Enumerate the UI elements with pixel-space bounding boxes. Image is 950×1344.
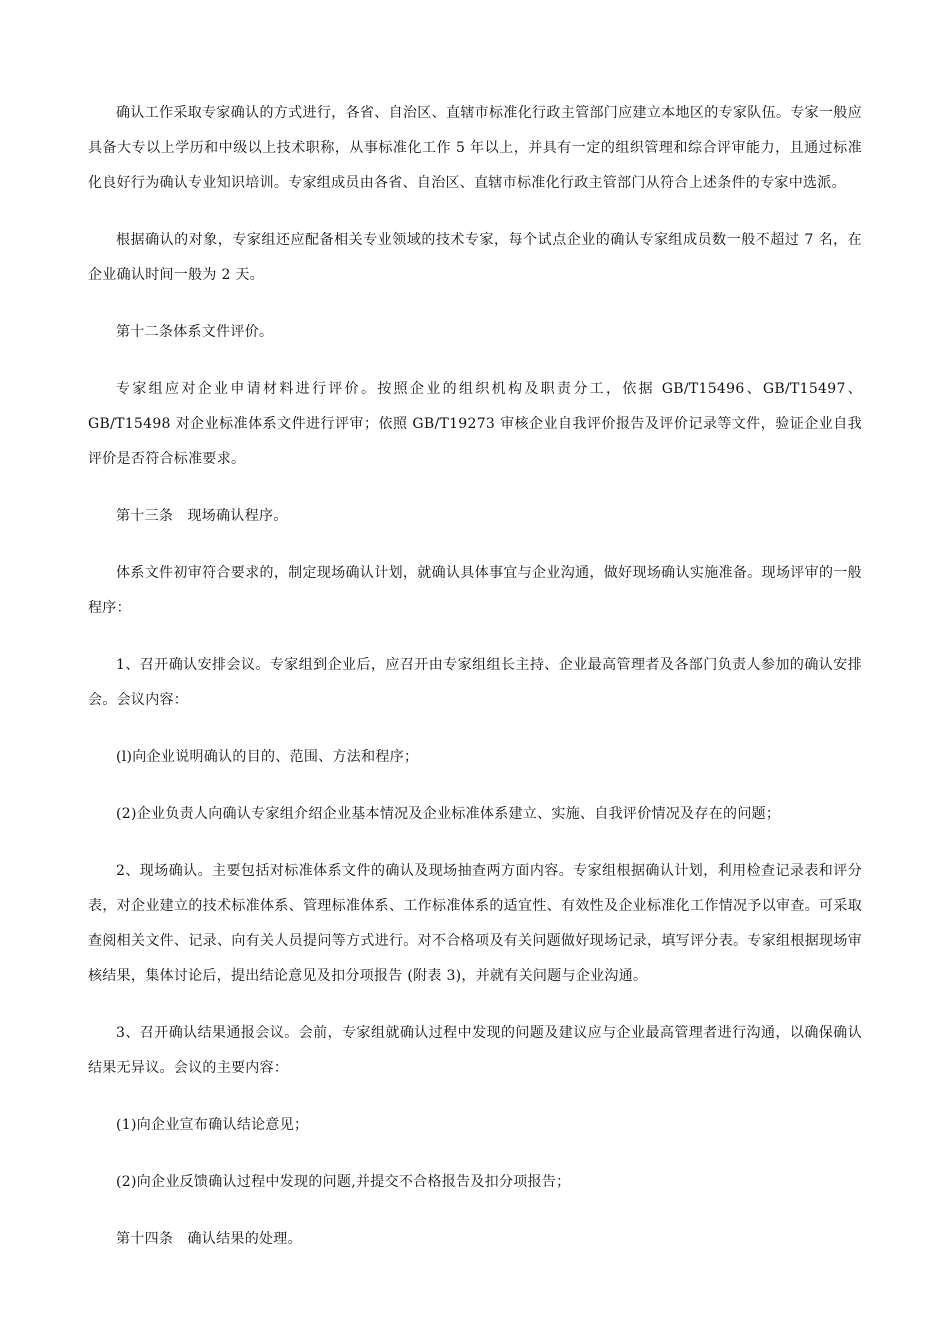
paragraph-expert-team: 确认工作采取专家确认的方式进行，各省、自治区、直辖市标准化行政主管部门应建立本地区的专家队伍。专家一般应具备大专以上学历和中级以上技术职称，从事标准化工作 5 年以上，并具有一定的组织管理和综合评审能力，且通过标准化良好行为确认专业知识培训。专家组成员由各省、自治区、直辖市标准化行政主管部门从符合上述条件的专家中选派。 [88, 105, 862, 191]
paragraph-step-1: 1、召开确认安排会议。专家组到企业后，应召开由专家组组长主持、企业最高管理者及各部门负责人参加的确认安排会。会议内容： [88, 657, 862, 708]
paragraph-document-evaluation: 专家组应对企业申请材料进行评价。按照企业的组织机构及职责分工，依据 GB/T15496、GB/T15497、GB/T15498 对企业标准体系文件进行评审；依照 GB/T19273 审核企业自我评价报告及评价记录等文件，验证企业自我评价是否符合标准要求。 [88, 381, 862, 467]
paragraph-onsite-preparation: 体系文件初审符合要求的，制定现场确认计划，就确认具体事宜与企业沟通，做好现场确认实施准备。现场评审的一般程序： [88, 565, 862, 616]
list-item-1-2: (2)企业负责人向确认专家组介绍企业基本情况及企业标准体系建立、实施、自我评价情况及存在的问题； [116, 806, 781, 822]
list-item-3-1: (1)向企业宣布确认结论意见； [116, 1117, 309, 1133]
paragraph-step-3: 3、召开确认结果通报会议。会前，专家组就确认过程中发现的问题及建议应与企业最高管理者进行沟通，以确保确认结果无异议。会议的主要内容： [88, 1025, 862, 1076]
list-item-1-1: (l)向企业说明确认的目的、范围、方法和程序； [116, 749, 419, 765]
paragraph-step-2: 2、现场确认。主要包括对标准体系文件的确认及现场抽查两方面内容。专家组根据确认计划，利用检查记录表和评分表，对企业建立的技术标准体系、管理标准体系、工作标准体系的适宜性、有效性及企业标准化工作情况予以审查。可采取查阅相关文件、记录、向有关人员提问等方式进行。对不合格项及有关问题做好现场记录，填写评分表。专家组根据现场审核结果，集体讨论后，提出结论意见及扣分项报告 (附表 3)，并就有关问题与企业沟通。 [88, 863, 862, 984]
heading-article-13: 第十三条 现场确认程序。 [116, 508, 288, 524]
heading-article-12: 第十二条体系文件评价。 [116, 324, 274, 340]
paragraph-technical-experts: 根据确认的对象，专家组还应配备相关专业领域的技术专家，每个试点企业的确认专家组成员数一般不超过 7 名，在企业确认时间一般为 2 天。 [88, 232, 862, 283]
list-item-3-2: (2)向企业反馈确认过程中发现的问题,并提交不合格报告及扣分项报告； [116, 1174, 571, 1190]
heading-article-14: 第十四条 确认结果的处理。 [116, 1231, 302, 1247]
